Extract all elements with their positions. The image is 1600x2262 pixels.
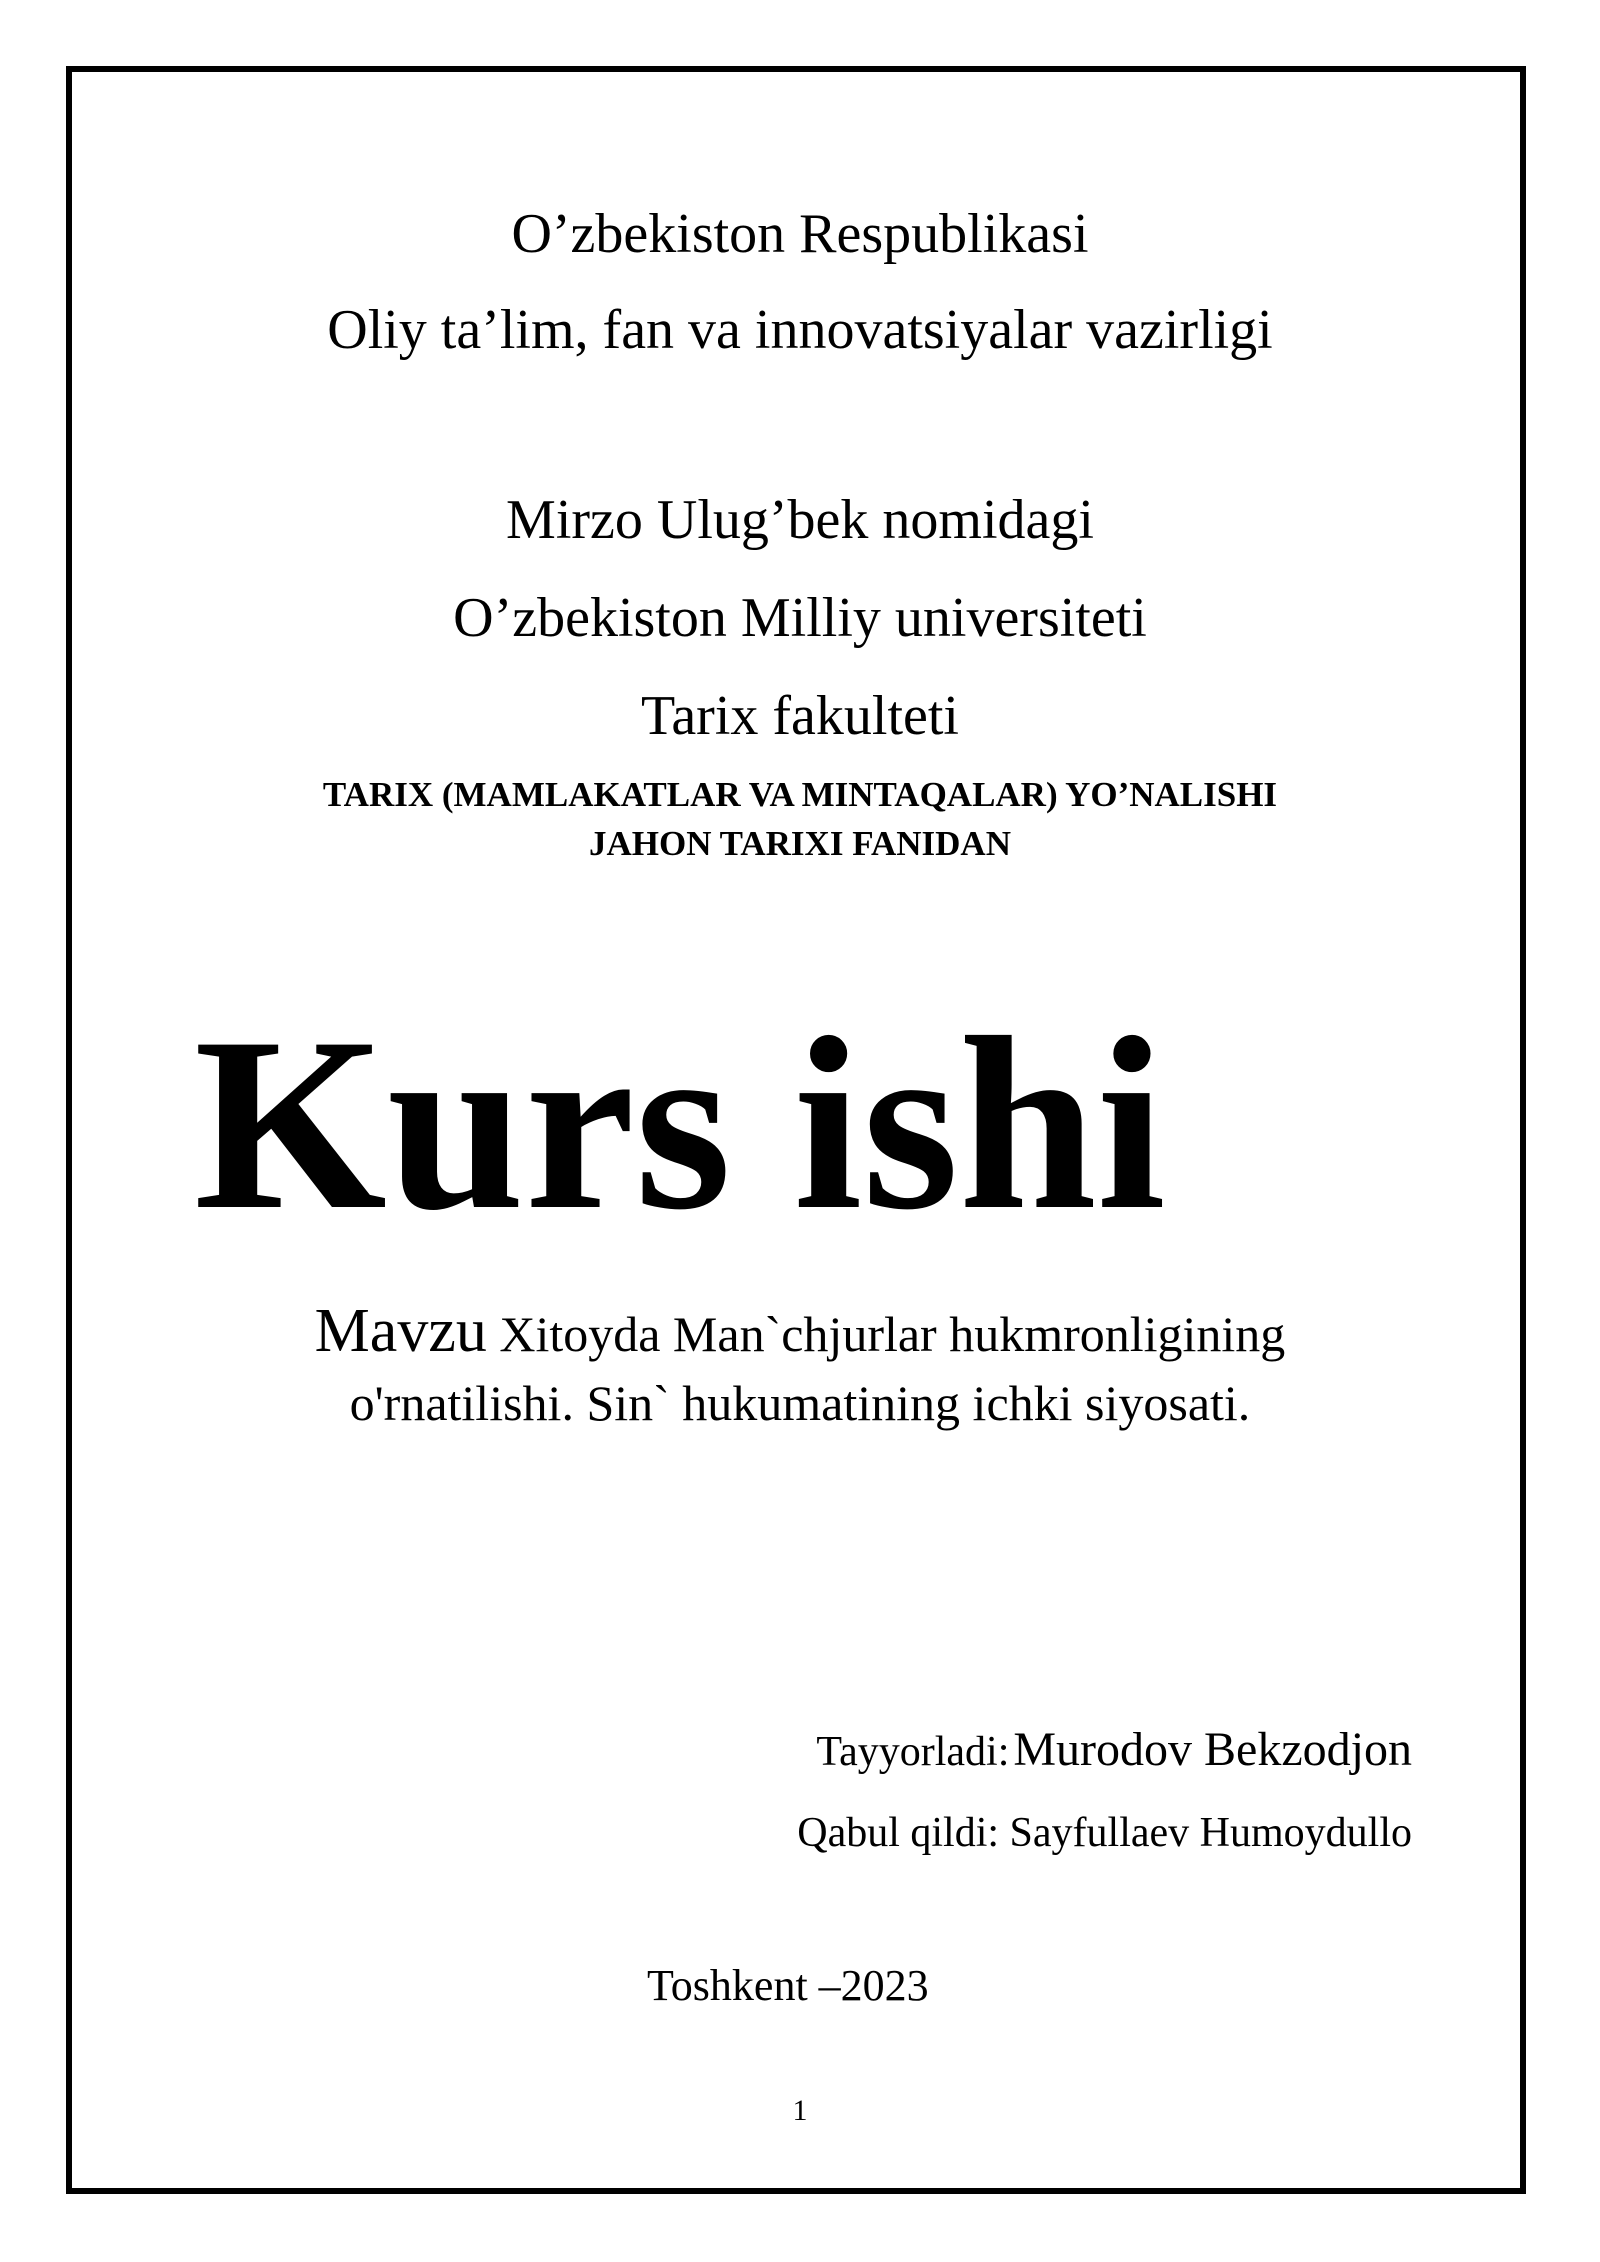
- topic-text-1: Xitoyda Man`chjurlar hukmronligining: [499, 1306, 1286, 1362]
- prepared-by: [816, 1723, 1412, 1776]
- university-heading: O’zbekiston Milliy universiteti: [453, 587, 1147, 649]
- topic-line-1: [0, 1297, 1600, 1365]
- prepared-by-label: Tayyorladi:: [816, 1729, 1010, 1775]
- page-number: 1: [792, 2094, 808, 2127]
- republic-heading: O’zbekiston Respublikasi: [511, 203, 1089, 265]
- topic-line-2: o'rnatilishi. Sin` hukumatining ichki siyosati.: [349, 1375, 1251, 1431]
- city-year: Toshkent –2023: [647, 1961, 929, 2010]
- prepared-by-name: Murodov Bekzodjon: [1013, 1723, 1412, 1776]
- named-after-heading: Mirzo Ulug’bek nomidagi: [506, 489, 1094, 551]
- ministry-heading: Oliy ta’lim, fan va innovatsiyalar vazirligi: [327, 299, 1273, 361]
- accepted-by: Qabul qildi: Sayfullaev Humoydullo: [797, 1810, 1412, 1856]
- document-title: Kurs ishi: [194, 986, 1166, 1261]
- direction-heading: TARIX (MAMLAKATLAR VA MINTAQALAR) YO’NALISHI: [322, 775, 1278, 814]
- faculty-heading: Tarix fakulteti: [641, 685, 959, 747]
- subject-heading: JAHON TARIXI FANIDAN: [589, 824, 1011, 863]
- topic-label: Mavzu: [314, 1297, 487, 1365]
